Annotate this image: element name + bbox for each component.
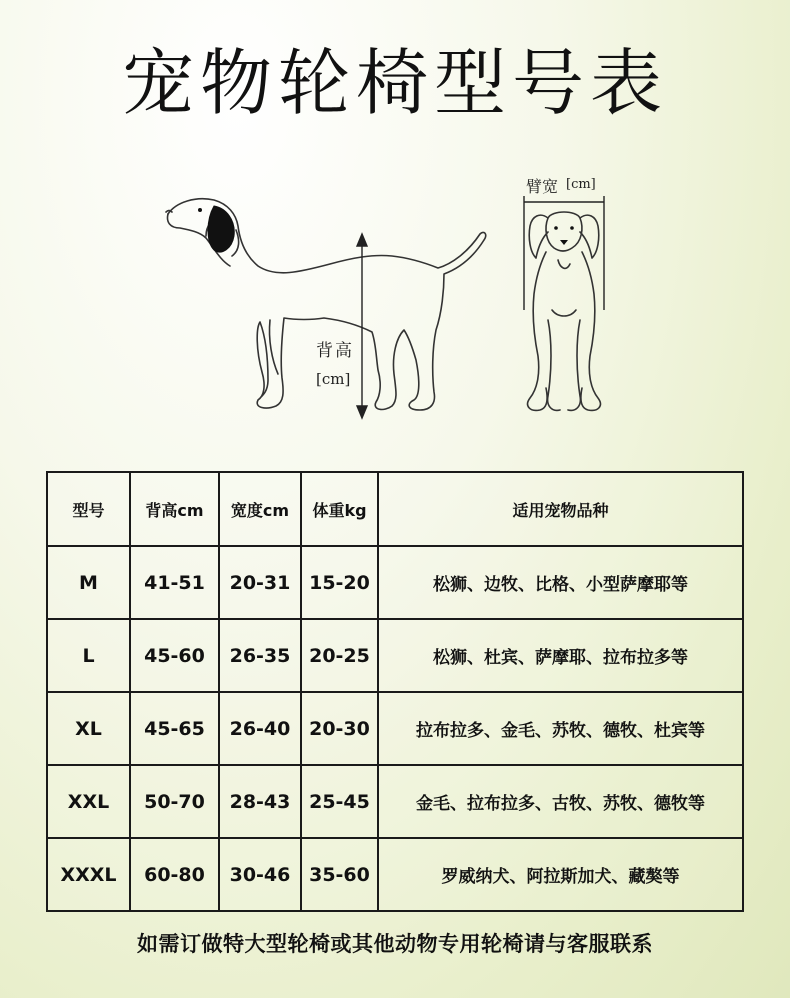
header-model: 型号 (47, 472, 130, 546)
cell-model: XXL (47, 765, 130, 838)
cell-width: 26-35 (219, 619, 301, 692)
cell-model: XL (47, 692, 130, 765)
table-row (47, 838, 743, 911)
contact-note: 如需订做特大型轮椅或其他动物专用轮椅请与客服联系 (137, 932, 653, 956)
height-label: 背高 (316, 341, 354, 361)
height-unit: [cm] (316, 370, 351, 388)
cell-model: M (47, 546, 130, 619)
cell-width: 20-31 (219, 546, 301, 619)
cell-weight: 35-60 (301, 838, 378, 911)
width-label: 臂宽 (526, 177, 559, 196)
cell-model: L (47, 619, 130, 692)
cell-weight: 15-20 (301, 546, 378, 619)
cell-back-height: 45-65 (130, 692, 219, 765)
cell-width: 30-46 (219, 838, 301, 911)
width-unit: [cm] (566, 177, 596, 192)
dog-illustrations (0, 160, 790, 430)
cell-weight: 20-25 (301, 619, 378, 692)
cell-weight: 25-45 (301, 765, 378, 838)
page-title: 宠物轮椅型号表 (121, 41, 668, 125)
dog-measurement-diagram (0, 160, 790, 430)
header-back-height: 背高cm (130, 472, 219, 546)
width-bracket (524, 196, 604, 310)
cell-breeds: 松狮、杜宾、萨摩耶、拉布拉多等 (378, 619, 743, 692)
cell-breeds: 拉布拉多、金毛、苏牧、德牧、杜宾等 (378, 692, 743, 765)
table-row (47, 765, 743, 838)
cell-breeds: 金毛、拉布拉多、古牧、苏牧、德牧等 (378, 765, 743, 838)
cell-back-height: 50-70 (130, 765, 219, 838)
table-row (47, 546, 743, 619)
header-width: 宽度cm (219, 472, 301, 546)
cell-width: 28-43 (219, 765, 301, 838)
cell-breeds: 罗威纳犬、阿拉斯加犬、藏獒等 (378, 838, 743, 911)
cell-back-height: 45-60 (130, 619, 219, 692)
table-row (47, 619, 743, 692)
table-row (47, 692, 743, 765)
header-weight: 体重kg (301, 472, 378, 546)
table-header-row (47, 472, 743, 546)
cell-weight: 20-30 (301, 692, 378, 765)
header-breeds: 适用宠物品种 (378, 472, 743, 546)
cell-back-height: 60-80 (130, 838, 219, 911)
dog-ear (208, 206, 234, 252)
cell-width: 26-40 (219, 692, 301, 765)
cell-back-height: 41-51 (130, 546, 219, 619)
cell-breeds: 松狮、边牧、比格、小型萨摩耶等 (378, 546, 743, 619)
size-table (46, 471, 742, 910)
cell-model: XXXL (47, 838, 130, 911)
